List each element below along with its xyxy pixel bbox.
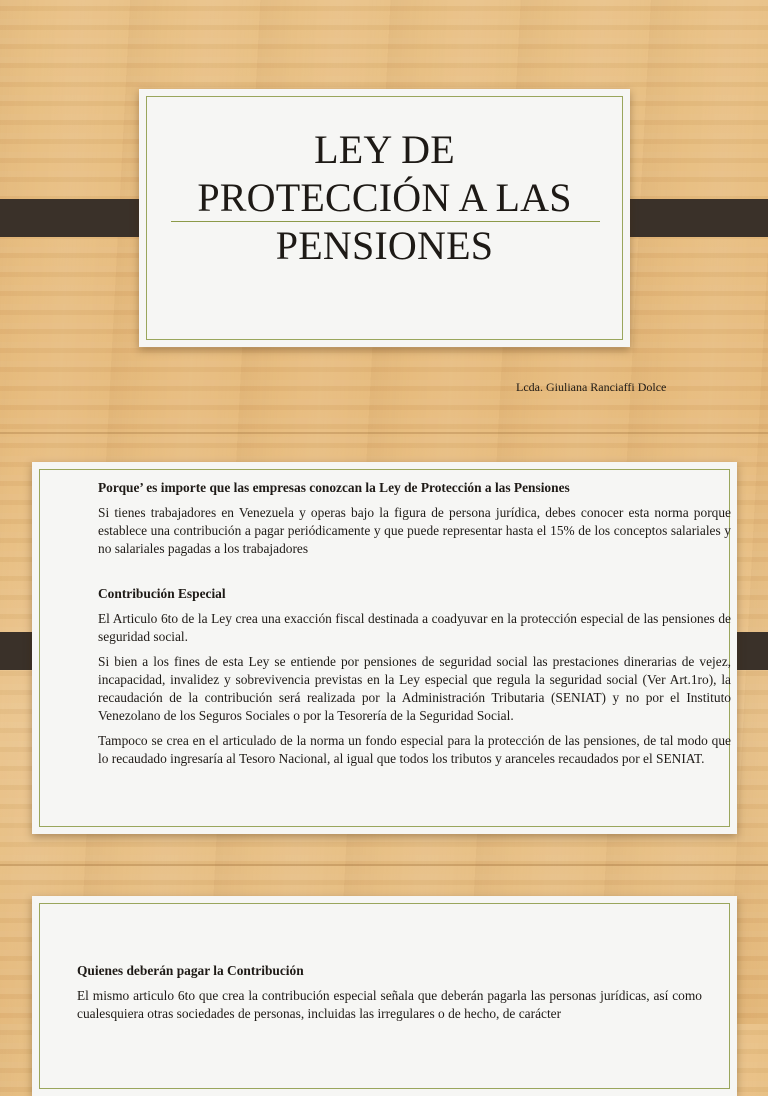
title-line: PENSIONES [275,223,494,268]
slide-content-2 [0,864,768,1024]
paragraph: El Articulo 6to de la Ley crea una exacción fiscal destinada a coadyuvar en la protección especial de las pensiones de seguridad social. [98,611,731,644]
title-line: PROTECCIÓN A LAS [197,175,572,220]
decorative-band-right [613,199,768,237]
paragraph: El mismo articulo 6to que crea la contribución especial señala que deberán pagarla las personas jurídicas, así como cualesquiera otras sociedades de personas, incluidas las irregulares o de hecho, de carácter [77,988,702,1021]
section-heading: Contribución Especial [98,586,226,601]
title-line: LEY DE [314,127,455,172]
decorative-band-left [0,199,155,237]
content-body [77,962,702,1030]
content-card [32,462,737,834]
slide-content [0,432,768,864]
title-card [139,89,630,347]
slide-title-text [139,126,630,270]
section-heading: Quienes deberán pagar la Contribución [77,963,304,978]
paragraph: Si tienes trabajadores en Venezuela y operas bajo la figura de persona jurídica, debes conocer esta norma porque establece una contribución a pagar periódicamente y que puede representar hasta el 15% de los conceptos salariales y no salariales pagadas a los trabajadores [98,505,731,556]
paragraph: Tampoco se crea en el articulado de la norma un fondo especial para la protección de las pensiones, de tal modo que lo recaudado ingresaría al Tesoro Nacional, al igual que todos los tributos y aranceles recaudados por el SENIAT. [98,733,731,766]
content-body [98,479,731,775]
section-heading: Porque’ es importe que las empresas conozcan la Ley de Protección a las Pensiones [98,480,570,495]
slide-title [0,0,768,432]
author-name: Lcda. Giuliana Ranciaffi Dolce [516,380,667,394]
title-rule [171,221,600,222]
paragraph: Si bien a los fines de esta Ley se entiende por pensiones de seguridad social las prestaciones dinerarias de vejez, incapacidad, invalidez y sobrevivencia previstas en la Ley especial que regula la seguridad social (Ver Art.1ro), la recaudación de la contribución será realizada por la Administración Tributaria (SENIAT) y no por el Instituto Venezolano de los Seguros Sociales o por la Tesorería de la Seguridad Social. [98,654,731,723]
content-card [32,896,737,1096]
